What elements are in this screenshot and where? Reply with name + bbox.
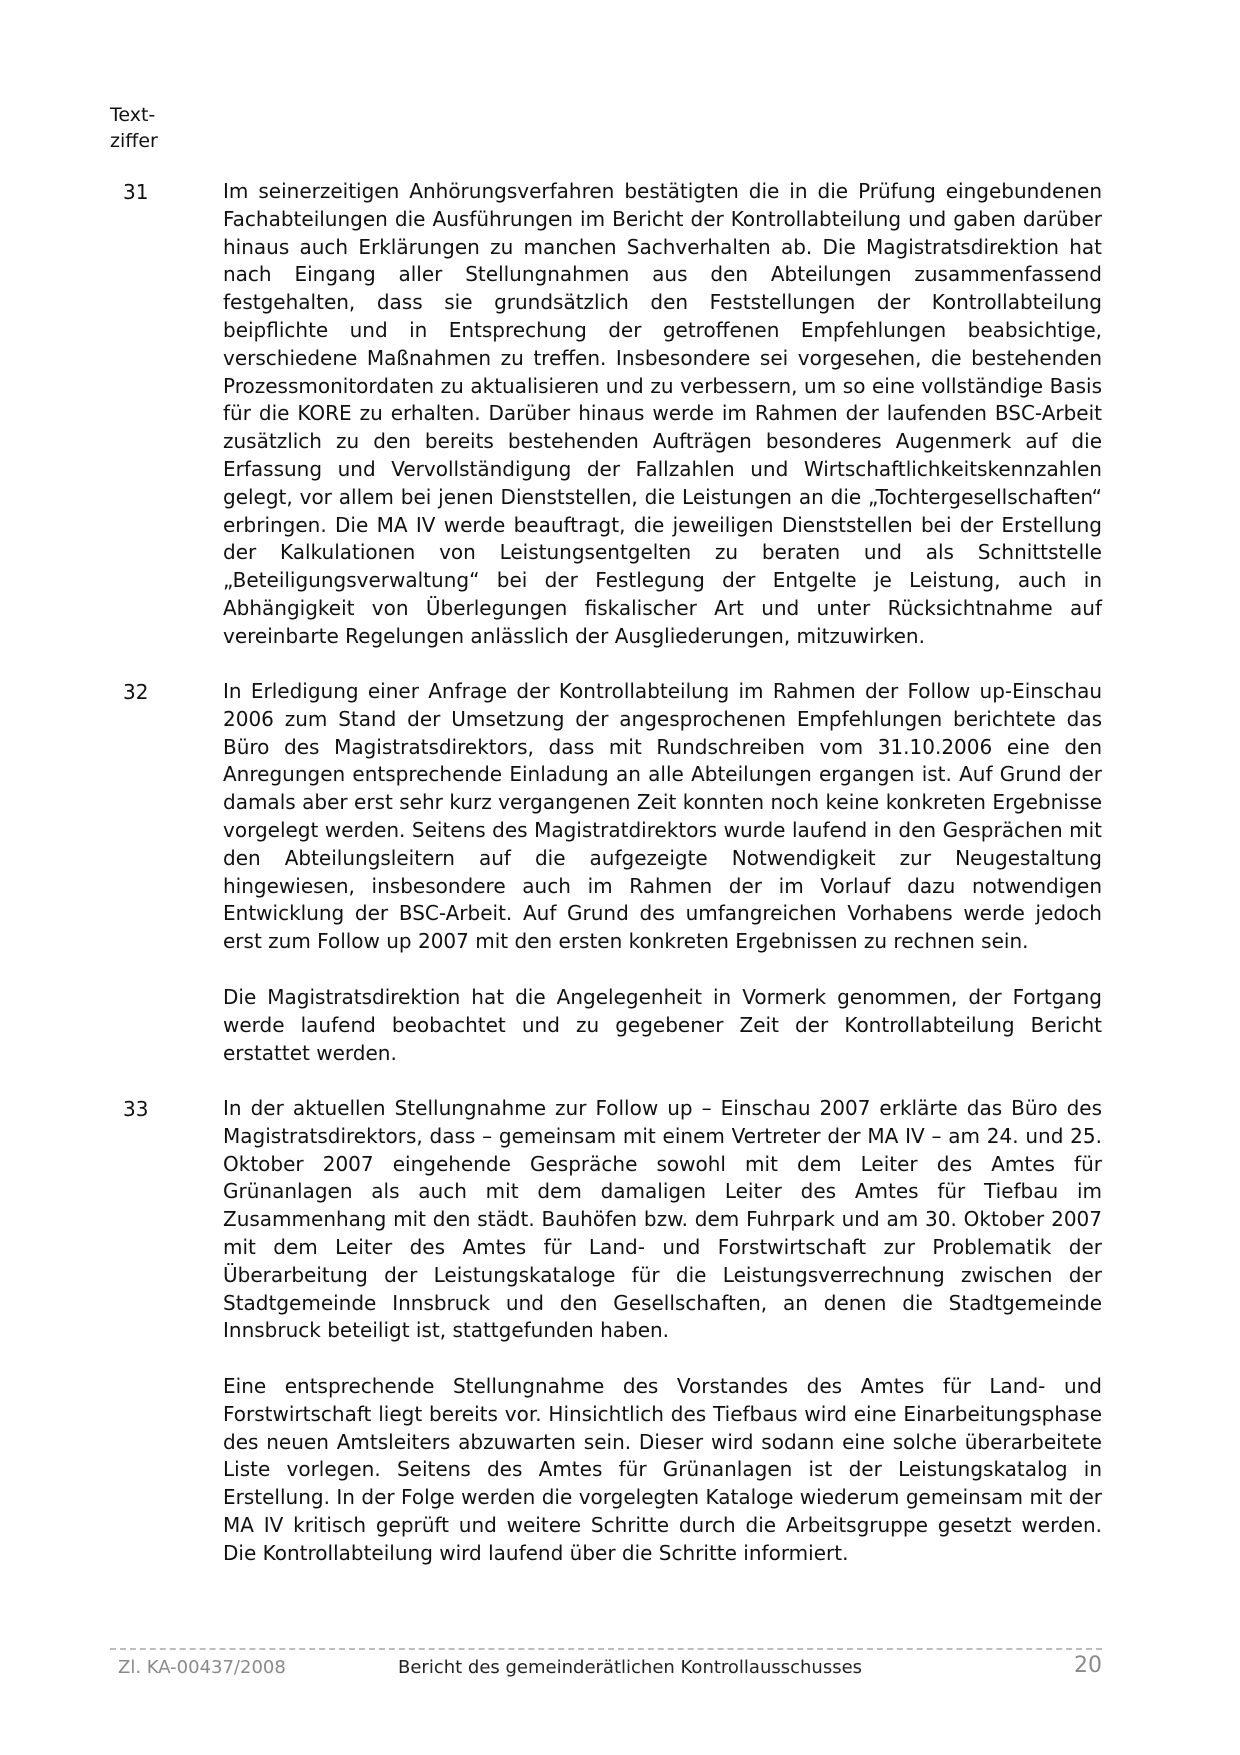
paragraph: In Erledigung einer Anfrage der Kontrollabteilung im Rahmen der Follow up-Einschau 2006 zum Stand der Umsetzung der angesprochenen Empfehlungen berichtete das Büro des Magistratsdirektors, dass mit Rundschreiben vom 31.10.2006 eine den Anregungen entsprechende Einladung an alle Abteilungen ergangen ist. Auf Grund der damals aber erst sehr kurz vergangenen Zeit konnten noch keine konkreten Ergebnisse vorgelegt werden. Seitens des Magistratdirektors wurde laufend in den Gesprächen mit den Abteilungsleitern auf die aufgezeigte Notwendigkeit zur Neugestaltung hingewiesen, insbesondere auch im Rahmen der im Vorlauf dazu notwendigen Entwicklung der BSC-Arbeit. Auf Grund des umfangreichen Vorhabens werde jedoch erst zum Follow up 2007 mit den ersten konkreten Ergebnissen zu rechnen sein. — [223, 679, 1102, 954]
paragraph: Die Magistratsdirektion hat die Angelegenheit in Vormerk genommen, der Fortgang werde laufend beobachtet und zu gegebener Zeit der Kontrollabteilung Bericht erstattet werden. — [223, 985, 1102, 1065]
footer-divider — [110, 1648, 1102, 1650]
text-number: 32 — [123, 680, 149, 704]
paragraph: Im seinerzeitigen Anhörungsverfahren bestätigten die in die Prüfung eingebundenen Fachabteilungen die Ausführungen im Bericht der Kontrollabteilung und gaben darüber hinaus auch Erklärungen zu manchen Sachverhalten ab. Die Magistratsdirektion hat nach Eingang aller Stellungnahmen aus den Abteilungen zusammenfassend festgehalten, dass sie grundsätzlich den Feststellungen der Kontrollabteilung beipflichte und in Entsprechung der getroffenen Empfehlungen beabsichtige, verschiedene Maßnahmen zu treffen. Insbesondere sei vorgesehen, die bestehenden Prozessmonitordaten zu aktualisieren und zu verbessern, um so eine vollständige Basis für die KORE zu erhalten. Darüber hinaus werde im Rahmen der laufenden BSC-Arbeit zusätzlich zu den bereits bestehenden Aufträgen besonderes Augenmerk auf die Erfassung und Vervollständigung der Fallzahlen und Wirtschaftlichkeitskennzahlen gelegt, vor allem bei jenen Dienststellen, die Leistungen an die „Tochtergesellschaften“ erbringen. Die MA IV werde beauftragt, die jeweiligen Dienststellen bei der Erstellung der Kalkulationen von Leistungsentgelten zu beraten und als Schnittstelle „Beteiligungsverwaltung“ bei der Festlegung der Entgelte je Leistung, auch in Abhängigkeit von Überlegungen fiskalischer Art und unter Rücksichtnahme auf vereinbarte Regelungen anlässlich der Ausgliederungen, mitzuwirken. — [223, 179, 1102, 648]
footer-reference: Zl. KA-00437/2008 — [118, 1657, 286, 1678]
text-number: 31 — [123, 180, 149, 204]
margin-heading-line-2: ziffer — [110, 130, 158, 152]
text-number: 33 — [123, 1097, 149, 1121]
paragraph: Eine entsprechende Stellungnahme des Vorstandes des Amtes für Land- und Forstwirtschaft liegt bereits vor. Hinsichtlich des Tiefbaus wird eine Einarbeitungsphase des neuen Amtsleiters abzuwarten sein. Dieser wird sodann eine solche überarbeitete Liste vorlegen. Seitens des Amtes für Grünanlagen ist der Leistungskatalog in Erstellung. In der Folge werden die vorgelegten Kataloge wiederum gemeinsam mit der MA IV kritisch geprüft und weitere Schritte durch die Arbeitsgruppe gesetzt werden. Die Kontrollabteilung wird laufend über die Schritte informiert. — [223, 1374, 1102, 1565]
footer-title: Bericht des gemeinderätlichen Kontrollausschusses — [398, 1657, 863, 1678]
margin-column-heading — [110, 102, 158, 154]
margin-heading-line-1: Text- — [110, 104, 156, 126]
paragraph: In der aktuellen Stellungnahme zur Follow up – Einschau 2007 erklärte das Büro des Magistratsdirektors, dass – gemeinsam mit einem Vertreter der MA IV – am 24. und 25. Oktober 2007 eingehende Gespräche sowohl mit dem Leiter des Amtes für Grünanlagen als auch mit dem damaligen Leiter des Amtes für Tiefbau im Zusammenhang mit den städt. Bauhöfen bzw. dem Fuhrpark und am 30. Oktober 2007 mit dem Leiter des Amtes für Land- und Forstwirtschaft zur Problematik der Überarbeitung der Leistungskataloge für die Leistungsverrechnung zwischen der Stadtgemeinde Innsbruck und den Gesellschaften, an denen die Stadtgemeinde Innsbruck beteiligt ist, stattgefunden haben. — [223, 1096, 1102, 1343]
page-number: 20 — [1074, 1653, 1102, 1678]
